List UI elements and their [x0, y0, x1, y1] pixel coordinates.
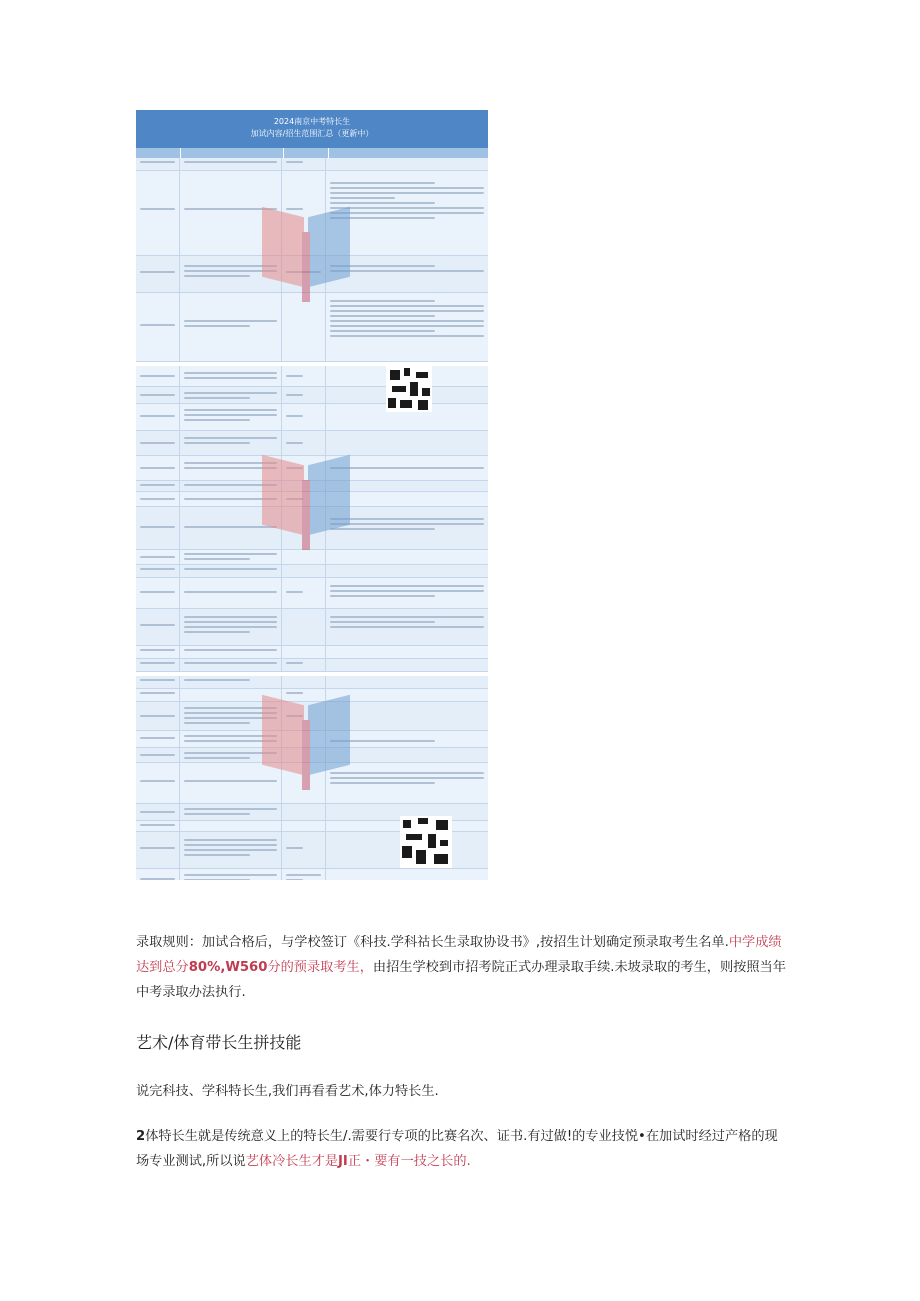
detail-lead-number: 2: [136, 1129, 146, 1144]
table-image: [136, 110, 488, 880]
table-header: [136, 110, 488, 148]
rules-tail: 由招生学校到市招考院正式办理录取手续.未坡录取的考生，则按照当年中考录取办法执行.: [136, 960, 786, 1000]
table-row: [136, 578, 488, 609]
rules-highlight-b: 80%,W560: [188, 960, 268, 975]
table-row: [136, 646, 488, 659]
rules-highlight-a: 中学成绩达到总分: [136, 935, 782, 975]
qr-code-icon: [386, 366, 432, 412]
admission-rules-paragraph: [136, 930, 786, 1005]
intro-paragraph: [136, 1079, 786, 1104]
rules-highlight-c: 分的预录取考生，: [267, 960, 373, 975]
table-row: [136, 387, 488, 404]
watermark-logo: [252, 680, 362, 790]
detail-highlight-a: 艺体冷长生才是: [245, 1154, 339, 1169]
rules-lead: 录取规则：加试合格后，与学校签订《科技.学科祜长生录取协设书》,按招生计划确定预录取考生名单.: [136, 935, 729, 950]
table-row: [136, 366, 488, 387]
qr-code-icon: [400, 816, 452, 868]
detail-highlight-bold: JI: [338, 1154, 348, 1169]
intro-text: 说完科技、学科特长生,我们再看看艺术,体力特长生.: [136, 1084, 439, 1099]
table-title: 2024南京中考特长生: [273, 117, 351, 126]
table-row: [136, 565, 488, 578]
table-row: [136, 293, 488, 362]
detail-highlight-b: 正・要有一技之长的.: [347, 1154, 471, 1169]
table-row: [136, 404, 488, 431]
detail-paragraph: [136, 1124, 786, 1174]
section-heading: 艺术/体育带长生拼技能: [136, 1033, 302, 1052]
table-row: [136, 609, 488, 646]
detail-text: 体特长生就是传统意义上的特长生/.需要行专项的比赛名次、证书.有过做!的专业技悦•在加试时经过产格的现场专业测试,所以说: [136, 1129, 778, 1169]
table-row: [136, 869, 488, 880]
watermark-logo: [252, 440, 362, 550]
table-row: [136, 550, 488, 565]
watermark-logo: [252, 192, 362, 302]
table-row: [136, 659, 488, 672]
table-row: [136, 158, 488, 171]
table-subtitle: 加试内容/招生范围汇总（更新中）: [250, 129, 374, 138]
table-column-header: [136, 148, 488, 158]
